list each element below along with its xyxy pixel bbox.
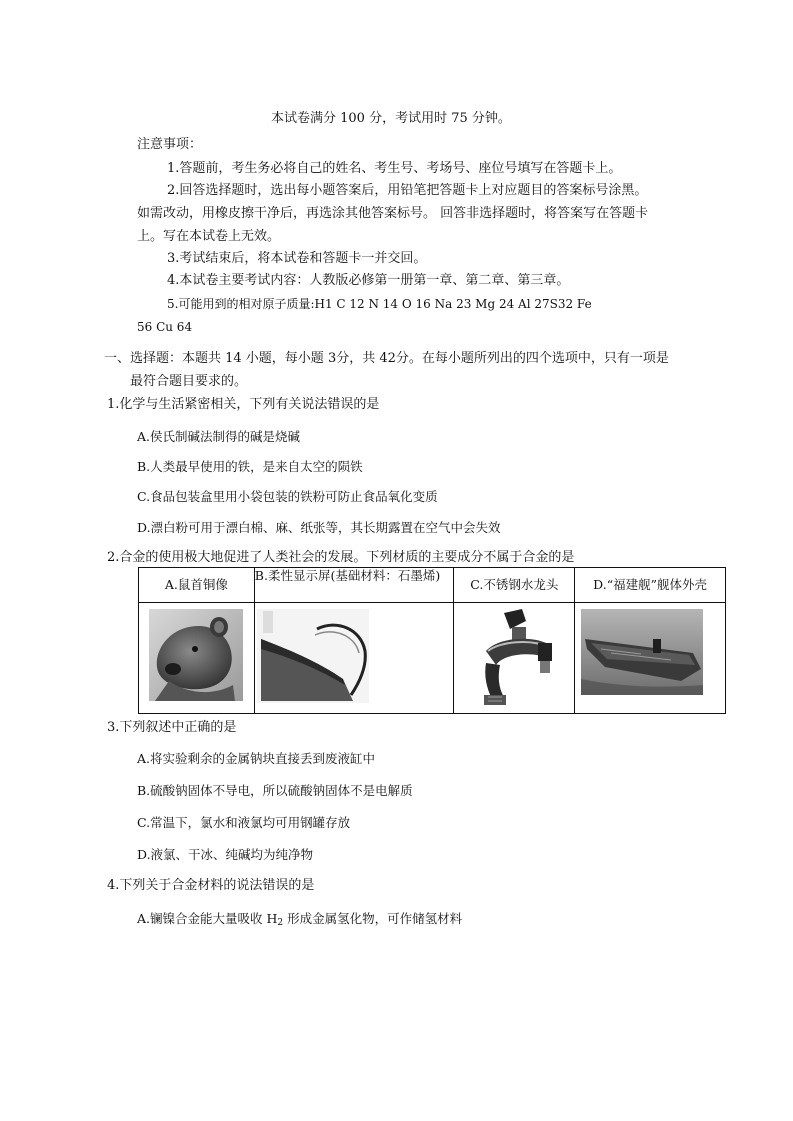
note-item-2-line-1: 2.回答选择题时，选出每小题答案后，用铅笔把答题卡上对应题目的答案标号涂黑。 bbox=[167, 183, 648, 198]
question-3-stem: 3.下列叙述中正确的是 bbox=[107, 720, 237, 735]
material-d-label: D.“福建舰”舰体外壳 bbox=[575, 568, 726, 603]
material-a-image-cell bbox=[139, 603, 255, 714]
rat-head-bronze-image bbox=[149, 609, 243, 701]
material-c-image-cell bbox=[454, 603, 575, 714]
section-1-header-line-2: 最符合题目要求的。 bbox=[130, 374, 248, 389]
material-b-image-cell bbox=[254, 603, 454, 714]
material-b-label: B.柔性显示屏(基础材料：石墨烯) bbox=[254, 568, 454, 603]
question-3-option-a: A.将实验剩余的金属钠块直接丢到废液缸中 bbox=[137, 751, 376, 766]
flexible-display-image bbox=[257, 609, 369, 703]
question-4-option-a: A.镧镍合金能大量吸收 $H_2$ 形成金属氢化物，可作储氢材料 bbox=[137, 911, 463, 928]
exam-info: 本试卷满分 100 分，考试用时 75 分钟。 bbox=[271, 111, 511, 126]
question-1-option-c: C.食品包装盒里用小袋包装的铁粉可防止食品氧化变质 bbox=[137, 489, 438, 504]
question-1-option-a: A.侯氏制碱法制得的碱是烧碱 bbox=[137, 429, 301, 444]
material-a-label: A.鼠首铜像 bbox=[139, 568, 255, 603]
question-3-option-d: D.液氯、干冰、纯碱均为纯净物 bbox=[137, 847, 314, 862]
note-item-3: 3.考试结束后，将本试卷和答题卡一并交回。 bbox=[167, 251, 427, 266]
question-1-option-b: B.人类最早使用的铁，是来自太空的陨铁 bbox=[137, 459, 363, 474]
section-1-header-line-1: 一、选择题：本题共 14 小题，每小题 3分，共 42分。在每小题所列出的四个选项中，只有一项是 bbox=[104, 351, 669, 366]
stainless-steel-faucet-image bbox=[468, 607, 562, 707]
note-item-5-line-2: 56 Cu 64 bbox=[137, 320, 193, 334]
material-d-image-cell bbox=[575, 603, 726, 714]
question-1-option-d: D.漂白粉可用于漂白棉、麻、纸张等，其长期露置在空气中会失效 bbox=[137, 520, 501, 535]
note-item-2-line-3: 上。写在本试卷上无效。 bbox=[137, 229, 281, 244]
note-item-1: 1.答题前，考生务必将自己的姓名、考生号、考场号、座位号填写在答题卡上。 bbox=[167, 161, 622, 176]
note-item-2-line-2: 如需改动，用橡皮擦干净后，再选涂其他答案标号。 回答非选择题时，将答案写在答题卡 bbox=[137, 206, 649, 221]
question-2-stem: 2.合金的使用极大地促进了人类社会的发展。下列材质的主要成分不属于合金的是 bbox=[107, 550, 575, 565]
question-1-stem: 1.化学与生活紧密相关，下列有关说法错误的是 bbox=[107, 397, 380, 412]
note-item-5-line-1: 5.可能用到的相对原子质量:H1 C 12 N 14 O 16 Na 23 Mg 24 Al 27S32 Fe bbox=[167, 297, 592, 311]
material-c-label: C.不锈钢水龙头 bbox=[454, 568, 575, 603]
question-4-stem: 4.下列关于合金材料的说法错误的是 bbox=[107, 878, 315, 893]
notes-title: 注意事项： bbox=[137, 137, 203, 152]
question-2-material-table bbox=[138, 567, 726, 714]
note-item-4: 4.本试卷主要考试内容：人教版必修第一册第一章、第二章、第三章。 bbox=[167, 273, 570, 288]
question-3-option-b: B.硫酸钠固体不导电，所以硫酸钠固体不是电解质 bbox=[137, 783, 413, 798]
question-3-option-c: C.常温下，氯水和液氯均可用钢罐存放 bbox=[137, 815, 351, 830]
fujian-carrier-image bbox=[581, 609, 703, 695]
